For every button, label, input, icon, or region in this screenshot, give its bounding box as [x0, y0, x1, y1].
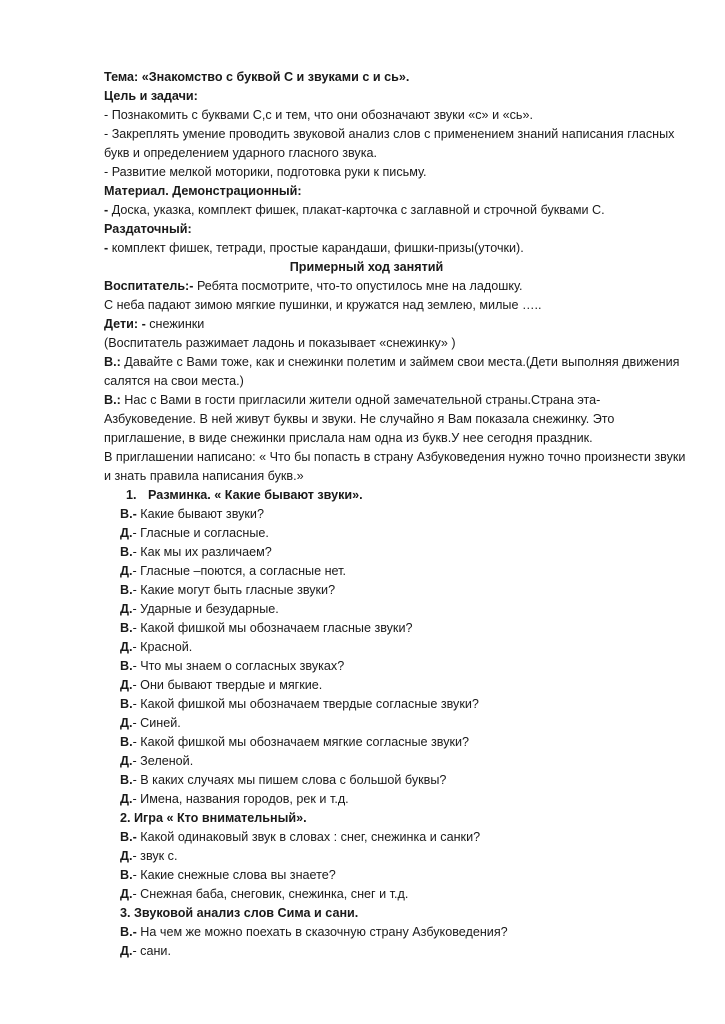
material-dash: -	[104, 203, 109, 217]
speech-text: Давайте с Вами тоже, как и снежинки полетим и займем свои места.(Дети выполняя движения	[120, 355, 680, 369]
speech-text: - Какие могут быть гласные звуки?	[132, 583, 336, 597]
speaker-label: В.-	[120, 507, 137, 521]
dialog-line	[120, 866, 685, 885]
speech-text: Какие бывают звуки?	[136, 507, 264, 521]
section-1-title	[104, 486, 685, 505]
speaker-label: Д.	[120, 792, 133, 806]
dialog-line	[120, 581, 685, 600]
speaker-label: В.-	[120, 830, 137, 844]
speaker-label: Д.	[120, 602, 133, 616]
section-1-dialog	[104, 505, 685, 961]
dialog-line	[120, 714, 685, 733]
speaker-label: Д.	[120, 887, 133, 901]
speaker-label: Д.	[120, 640, 133, 654]
dialog-line	[120, 885, 685, 904]
section-title-text: Разминка. « Какие бывают звуки».	[148, 488, 363, 502]
handout-heading: Раздаточный:	[104, 222, 192, 236]
speaker-label: В.:	[104, 393, 121, 407]
dialog-line	[120, 752, 685, 771]
speech-text: - звук с.	[132, 849, 178, 863]
speech-text: Какой одинаковый звук в словах : снег, снежинка и санки?	[136, 830, 481, 844]
speaker-label: В.	[120, 621, 133, 635]
material-line	[104, 201, 685, 220]
material-heading: Материал. Демонстрационный:	[104, 184, 302, 198]
dialog-line	[120, 638, 685, 657]
dialog-line	[120, 828, 685, 847]
speaker-label: В.	[120, 659, 133, 673]
intro-line	[104, 315, 685, 334]
speech-text: - Снежная баба, снеговик, снежинка, снег и т.д.	[132, 887, 409, 901]
speech-text: снежинки	[145, 317, 205, 331]
dialog-line	[120, 657, 685, 676]
speaker-label: Д.	[120, 716, 133, 730]
speaker-label: Д.	[120, 678, 133, 692]
course-heading: Примерный ход занятий	[289, 260, 444, 274]
dialog-line	[120, 942, 685, 961]
goal-line: - Закреплять умение проводить звуковой анализ слов с применением знаний написания гласных	[104, 127, 675, 141]
speaker-label: В.	[120, 868, 133, 882]
speech-text: Нас с Вами в гости пригласили жители одной замечательной страны.Страна эта-	[120, 393, 601, 407]
speaker-label: В.:	[104, 355, 121, 369]
dialog-line	[120, 676, 685, 695]
intro-line	[104, 353, 685, 372]
speaker-label: Д.	[120, 944, 133, 958]
intro-line: Азбуковедение. В ней живут буквы и звуки. Не случайно я Вам показала снежинку. Это	[104, 412, 615, 426]
dialog-line	[120, 695, 685, 714]
material-text: Доска, указка, комплект фишек, плакат-карточка с заглавной и строчной буквами С.	[108, 203, 605, 217]
speech-text: - Что мы знаем о согласных звуках?	[132, 659, 345, 673]
speech-text: - Как мы их различаем?	[132, 545, 272, 559]
handout-text: комплект фишек, тетради, простые карандаши, фишки-призы(уточки).	[108, 241, 524, 255]
speech-text: - Синей.	[132, 716, 181, 730]
speaker-label: Д.	[120, 526, 133, 540]
dialog-line	[120, 619, 685, 638]
speech-text: - В каких случаях мы пишем слова с большой буквы?	[132, 773, 447, 787]
section-2-title: 2. Игра « Кто внимательный».	[120, 811, 307, 825]
speaker-label: В.	[120, 735, 133, 749]
intro-line: С неба падают зимою мягкие пушинки, и кружатся над землею, милые …..	[104, 298, 542, 312]
dialog-line	[120, 562, 685, 581]
speech-text: На чем же можно поехать в сказочную страну Азбуковедения?	[136, 925, 508, 939]
speaker-label: Д.	[120, 754, 133, 768]
speech-text: - Они бывают твердые и мягкие.	[132, 678, 323, 692]
dialog-line	[120, 524, 685, 543]
dialog-line	[120, 847, 685, 866]
speech-text: - Какой фишкой мы обозначаем мягкие согласные звуки?	[132, 735, 470, 749]
dialog-line	[120, 505, 685, 524]
lesson-topic: Тема: «Знакомство с буквой С и звуками с и сь».	[104, 70, 410, 84]
dialog-line	[120, 771, 685, 790]
intro-line	[104, 391, 685, 410]
intro-line	[104, 277, 685, 296]
speaker-label: В.	[120, 545, 133, 559]
section-3-title: 3. Звуковой анализ слов Сима и сани.	[120, 906, 359, 920]
stage-remark: (Воспитатель разжимает ладонь и показывает «снежинку» )	[104, 336, 456, 350]
speech-text: - Красной.	[132, 640, 193, 654]
speaker-label: В.-	[120, 925, 137, 939]
goal-line: букв и определением ударного гласного звука.	[104, 146, 377, 160]
speech-text: - Какой фишкой мы обозначаем твердые согласные звуки?	[132, 697, 479, 711]
speaker-label: В.	[120, 583, 133, 597]
speech-text: - Гласные и согласные.	[132, 526, 269, 540]
dialog-line	[120, 543, 685, 562]
speaker-label: Д.	[120, 564, 133, 578]
intro-line: и знать правила написания букв.»	[104, 469, 304, 483]
dialog-line	[120, 733, 685, 752]
dialog-line	[120, 790, 685, 809]
goals-heading: Цель и задачи:	[104, 89, 198, 103]
speaker-label: Дети: -	[104, 317, 146, 331]
speaker-label: Д.	[120, 849, 133, 863]
speaker-label: В.	[120, 697, 133, 711]
speaker-label: В.	[120, 773, 133, 787]
speech-text: - Ударные и безударные.	[132, 602, 279, 616]
speech-text: - Гласные –поются, а согласные нет.	[132, 564, 347, 578]
intro-line: салятся на свои места.)	[104, 374, 244, 388]
section-number: 1.	[126, 488, 137, 502]
dialog-line	[120, 923, 685, 942]
dialog-line	[120, 600, 685, 619]
speech-text: - Имена, названия городов, рек и т.д.	[132, 792, 349, 806]
speaker-label: Воспитатель:-	[104, 279, 194, 293]
goal-line: - Развитие мелкой моторики, подготовка руки к письму.	[104, 165, 427, 179]
intro-line: приглашение, в виде снежинки прислала нам одна из букв.У нее сегодня праздник.	[104, 431, 593, 445]
speech-text: - Зеленой.	[132, 754, 194, 768]
speech-text: Ребята посмотрите, что-то опустилось мне на ладошку.	[193, 279, 523, 293]
handout-dash: -	[104, 241, 109, 255]
speech-text: - Какие снежные слова вы знаете?	[132, 868, 336, 882]
goal-line: - Познакомить с буквами С,с и тем, что они обозначают звуки «с» и «сь».	[104, 108, 533, 122]
speech-text: - Какой фишкой мы обозначаем гласные звуки?	[132, 621, 413, 635]
speech-text: - сани.	[132, 944, 171, 958]
intro-line: В приглашении написано: « Что бы попасть в страну Азбуковедения нужно точно произнести звуки	[104, 450, 686, 464]
handout-line	[104, 239, 685, 258]
